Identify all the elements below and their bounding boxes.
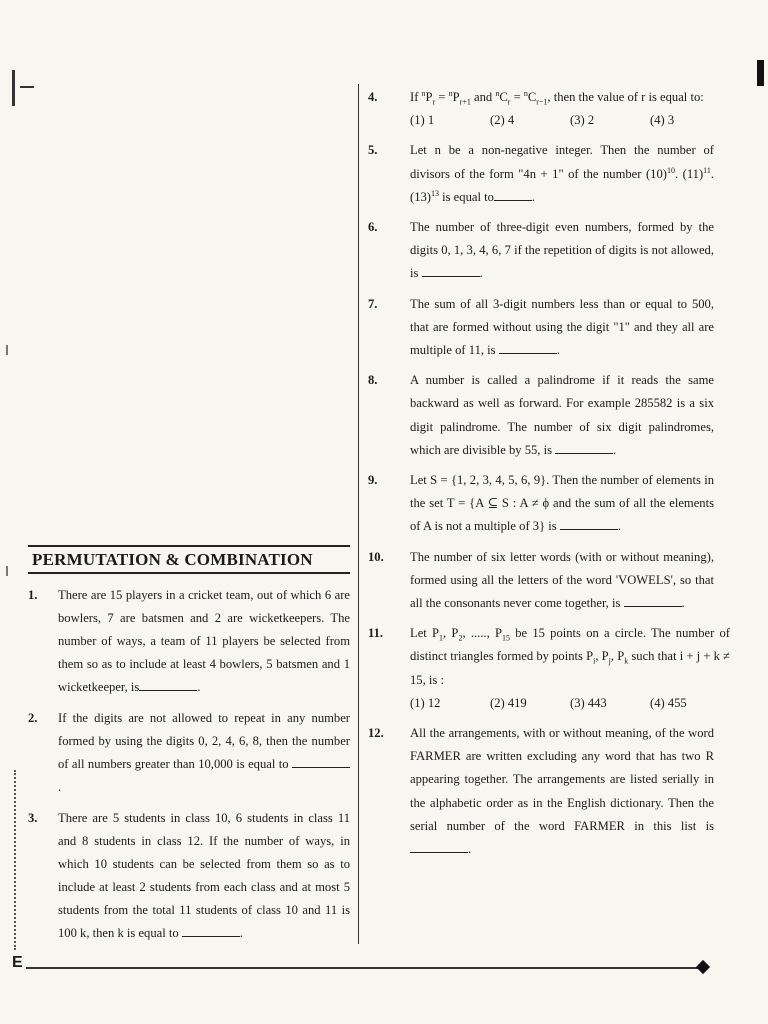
question-text: . (11) [674, 166, 704, 181]
question-3: 3. There are 5 students in class 10, 6 students in class 11 and 8 students in class 12. If the number of ways, in which 10 students can be selected from them so as to include at least 2 students from each class and at most 5 students from the total 11 students of class 10 and 11 is 100 k, then k is equal to . [28, 807, 350, 945]
answer-blank [499, 343, 557, 354]
question-number: 6. [368, 220, 378, 235]
option-2: (2) 4 [490, 113, 515, 128]
question-text: Let n be a non-negative integer. Then the number of divisors of the form "4n + 1" of the number (10) [410, 143, 714, 181]
question-1: 1. There are 15 players in a cricket team, out of which 6 are bowlers, 7 are batsmen and 2 are wicketkeepers. The number of ways, a team of 11 players be selected from them so as to include at least 4 bowlers, 5 batsmen and 1 wicketkeeper, is . [28, 584, 350, 699]
question-text: , then the value of r is equal to: [547, 90, 704, 104]
subscript: 15 [501, 633, 510, 643]
right-column [368, 86, 731, 868]
question-number: 1. [28, 588, 38, 602]
question-number: 3. [28, 811, 38, 825]
question-5: 5. Let n be a non-negative integer. Then the number of divisors of the form "4n + 1" of the number $(10)^{10}$. $(11)^{11}$. $(13)^{13}$ is equal to . [368, 139, 714, 209]
question-number: 12. [368, 726, 384, 741]
margin-dash [20, 86, 34, 88]
subscript: 1 [439, 633, 444, 643]
formula-combination: $^nC_r = ^nC_{r-1}$ [495, 88, 548, 107]
question-2: 2. If the digits are not allowed to repeat in any number formed by using the digits 0, 2, 4, 6, 8, then the number of all numbers greater than 10,000 is equal to . [28, 707, 350, 799]
question-number: 5. [368, 143, 378, 158]
formula-points: $P_i$, $P_j$, $P_k$ [586, 649, 629, 666]
exponent: 13 [430, 188, 439, 198]
options-row [410, 109, 730, 132]
question-number: 8. [368, 373, 378, 388]
question-text: All the arrangements, with or without meaning, of the word FARMER are written excluding any word that has two R appearing together. The arrangements are listed serially in the alphabetic order as in the English dictionary. Then the serial number of the word FARMER in this list is [410, 726, 714, 833]
margin-mark [12, 70, 15, 106]
question-text: and [474, 90, 493, 104]
question-number: 9. [368, 473, 378, 488]
formula-permutation: $^nP_r = ^nP_{r+1}$ [421, 88, 471, 107]
answer-blank [422, 266, 480, 277]
question-11 [368, 622, 731, 715]
answer-blank [624, 596, 682, 607]
question-text: The sum of all 3-digit numbers less than or equal to 500, that are formed without using the digit "1" and they all are multiple of 11, is [410, 296, 714, 358]
question-number: 7. [368, 296, 378, 311]
question-text: be 15 points on a circle. The number of distinct triangles formed by points [410, 626, 731, 664]
footer-letter: E [12, 954, 23, 971]
question-text: A number is called a palindrome if it reads the same backward as well as forward. For example 285582 is a six digit palindrome. The number of six digit palindromes, which are divisible by 55, is [410, 373, 714, 457]
question-12: 12. All the arrangements, with or without meaning, of the word FARMER are written excluding any word that has two R appearing together. The arrangements are listed serially in the alphabetic order as in the English dictionary. Then the serial number of the word FARMER in this list is . [368, 722, 714, 861]
margin-print-strip [14, 770, 22, 950]
margin-dot [6, 345, 8, 355]
answer-blank [494, 190, 532, 201]
subscript: 2 [458, 633, 463, 643]
question-4 [368, 86, 714, 132]
option-4: (4) 3 [650, 113, 675, 128]
answer-blank [560, 519, 618, 530]
exponent: 11 [703, 165, 711, 175]
question-number: 2. [28, 711, 38, 725]
question-number: 11. [368, 626, 384, 641]
question-text: If the digits are not allowed to repeat in any number formed by using the digits 0, 2, 4, 6, 8, then the number of all numbers greater than 10,000 is equal to [58, 711, 350, 771]
question-6: 6. The number of three-digit even numbers, formed by the digits 0, 1, 3, 4, 6, 7 if the repetition of digits is not allowed, is . [368, 216, 714, 286]
question-text: The number of three-digit even numbers, formed by the digits 0, 1, 3, 4, 6, 7 if the repetition of digits is not allowed, is [410, 220, 714, 281]
question-number: 10. [368, 549, 384, 564]
question-text: There are 5 students in class 10, 6 students in class 11 and 8 students in class 12. If the number of ways, in which 10 students can be selected from them so as to include at least 2 students from each class and at most 5 students from the total 11 students of class 10 and 11 is 100 k, then k is equal to [58, 811, 350, 940]
question-9: 9. Let S = {1, 2, 3, 4, 5, 6, 9}. Then the number of elements in the set T = {A ⊆ S : A ≠ ϕ and the sum of all the elements of A is not a multiple of 3} is . [368, 469, 714, 539]
question-text: is equal to [438, 189, 494, 204]
option-3: (3) 443 [570, 695, 607, 710]
exponent: 10 [666, 165, 675, 175]
option-4: (4) 455 [650, 695, 687, 710]
answer-blank [182, 926, 240, 937]
column-divider [358, 84, 359, 944]
option-2: (2) 419 [490, 695, 527, 710]
question-text: . (13) [410, 166, 715, 204]
option-1: (1) 12 [410, 695, 441, 710]
question-text: , ....., P [462, 626, 502, 641]
option-3: (3) 2 [570, 113, 595, 128]
question-text: such that i + j + k ≠ 15, is : [410, 649, 730, 687]
footer-diamond [696, 960, 710, 974]
answer-blank [139, 680, 197, 691]
left-column [28, 545, 350, 953]
answer-blank [555, 443, 613, 454]
question-8: 8. A number is called a palindrome if it reads the same backward as well as forward. For example 285582 is a six digit palindrome. The number of six digit palindromes, which are divisible by 55, is . [368, 369, 714, 462]
answer-blank [410, 842, 468, 853]
question-text: There are 15 players in a cricket team, out of which 6 are bowlers, 7 are batsmen and 2 are wicketkeepers. The number of ways, a team of 11 players be selected from them so as to include at least 4 bowlers, 5 batsmen and 1 wicketkeeper, is [58, 588, 350, 694]
question-text: , P [443, 626, 459, 641]
question-text: The number of six letter words (with or without meaning), formed using all the letters of the word 'VOWELS', so that all the consonants never come together, is [410, 549, 714, 611]
footer-rule [26, 967, 702, 969]
answer-blank [292, 757, 350, 768]
question-7: 7. The sum of all 3-digit numbers less than or equal to 500, that are formed without using the digit "1" and they all are multiple of 11, is . [368, 293, 714, 363]
question-text: Let P [410, 626, 440, 641]
section-title: PERMUTATION & COMBINATION [28, 545, 350, 574]
question-text: If [410, 90, 419, 104]
margin-dot [6, 566, 8, 576]
options-row [410, 692, 730, 715]
question-number: 4. [368, 90, 378, 104]
question-10: 10. The number of six letter words (with or without meaning), formed using all the letters of the word 'VOWELS', so that all the consonants never come together, is . [368, 546, 714, 616]
page-tab-marker [757, 60, 764, 86]
question-text: Let S = {1, 2, 3, 4, 5, 6, 9}. Then the number of elements in the set T = {A ⊆ S : A ≠ ϕ and the sum of all the elements of A is not a multiple of 3} is [410, 473, 714, 534]
option-1: (1) 1 [410, 113, 435, 128]
